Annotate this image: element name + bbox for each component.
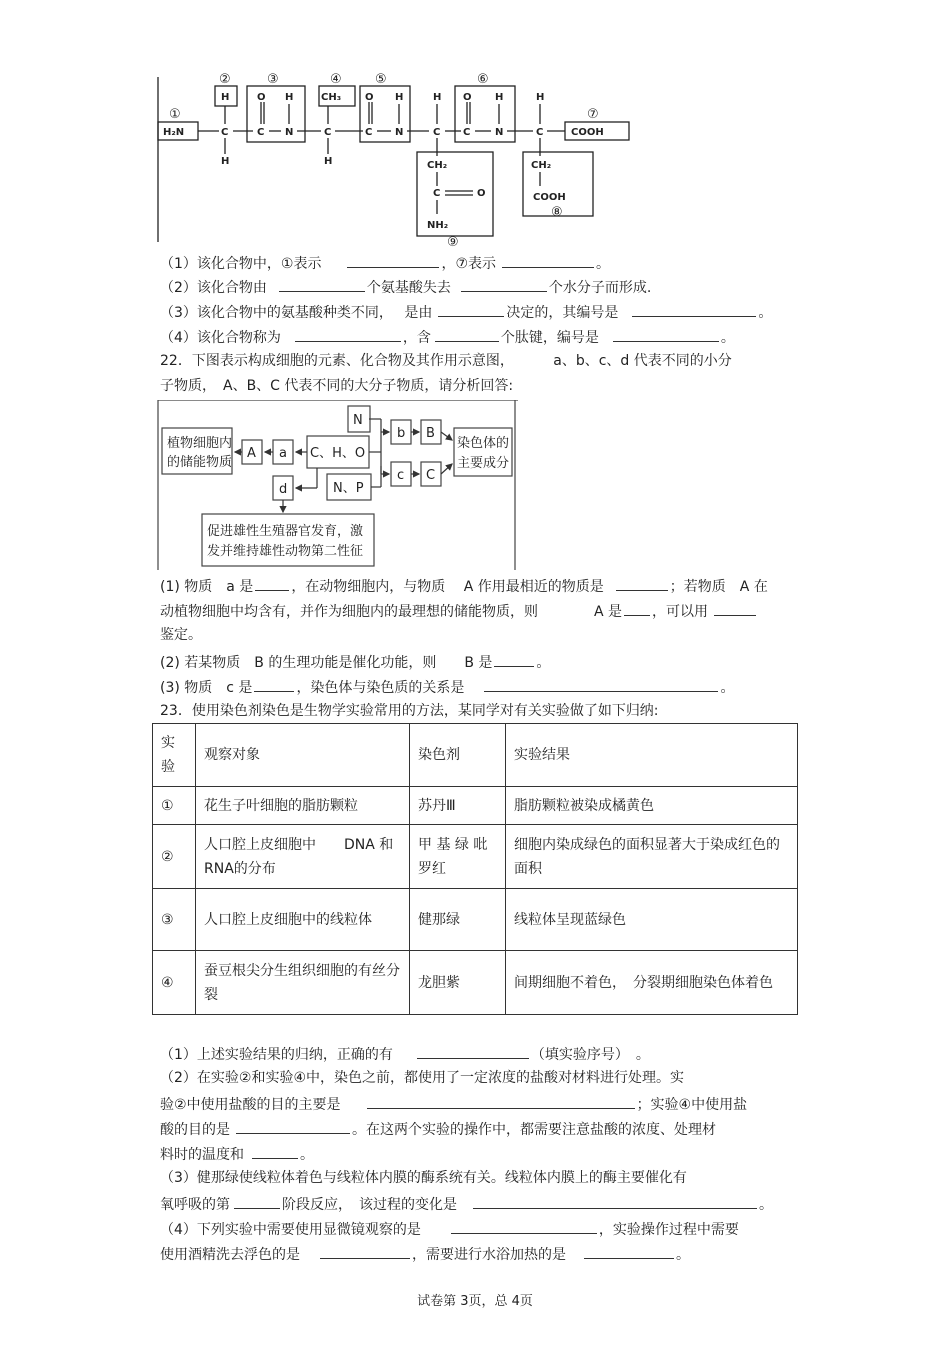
ch2-group: CH₂	[427, 160, 448, 171]
table-cell: 龙胆紫	[410, 951, 506, 1015]
o-atom: O	[365, 92, 374, 103]
hormone-function-label: 促进雄性生殖器官发育，激	[207, 524, 364, 539]
q22-text: ；若物质 A 在	[669, 579, 768, 595]
answer-blank[interactable]	[613, 326, 719, 342]
table-cell: ③	[153, 889, 196, 951]
answer-blank[interactable]	[461, 276, 547, 292]
h-atom: H	[495, 92, 504, 103]
c-atom: C	[433, 127, 441, 138]
q23-part-3-line-1: （3）健那绿使线粒体着色与线粒体内膜的酶系统有关。线粒体内膜上的酶主要催化有	[160, 1170, 687, 1186]
amino-group-label: H₂N	[163, 127, 185, 138]
answer-blank[interactable]	[254, 676, 294, 692]
methyl-group: CH₃	[321, 92, 342, 103]
q23-text: 。	[759, 1197, 773, 1213]
h-atom: H	[285, 92, 294, 103]
q23-text: 。	[676, 1247, 690, 1263]
q22-text: (3) 物质 c 是	[160, 680, 253, 696]
compound-flow-diagram	[157, 400, 519, 570]
c-atom: C	[221, 127, 229, 138]
table-cell: 蚕豆根尖分生组织细胞的有丝分裂	[196, 951, 410, 1015]
q21-line-1	[160, 252, 610, 274]
node-a: a	[279, 446, 287, 461]
q21-line-3	[160, 301, 772, 323]
hormone-function-label: 发并维持雄性动物第二性征	[207, 544, 364, 559]
h-atom: H	[221, 92, 230, 103]
q23-text: （1）上述实验结果的归纳，正确的有	[160, 1047, 393, 1063]
o-atom: O	[257, 92, 266, 103]
answer-blank[interactable]	[632, 301, 756, 317]
h-atom: H	[536, 92, 545, 103]
node-B: B	[426, 426, 435, 441]
node-N: N	[353, 413, 363, 428]
q22-text: 动植物细胞中均含有，并作为细胞内的最理想的储能物质，则 A 是	[160, 604, 623, 620]
carboxyl-group-label: COOH	[533, 192, 566, 203]
q23-text: 使用酒精洗去浮色的是	[160, 1247, 300, 1263]
answer-blank[interactable]	[255, 575, 289, 591]
label-9: ⑨	[447, 235, 459, 247]
q23-text: （4）下列实验中需要使用显微镜观察的是	[160, 1222, 421, 1238]
answer-blank[interactable]	[484, 676, 718, 692]
answer-blank[interactable]	[502, 252, 594, 268]
table-header-cell: 染色剂	[410, 724, 506, 787]
c-atom: C	[536, 127, 544, 138]
answer-blank[interactable]	[438, 301, 504, 317]
q21-text: （1）该化合物中，①表示	[160, 256, 322, 272]
answer-blank[interactable]	[320, 1243, 410, 1259]
q21-line-4	[160, 326, 735, 348]
answer-blank[interactable]	[279, 276, 365, 292]
q22-answer-1-line-1	[160, 575, 768, 597]
table-cell: 人口腔上皮细胞中的线粒体	[196, 889, 410, 951]
q22-answer-1-line-3: 鉴定。	[160, 627, 202, 643]
q21-text: （2）该化合物由	[160, 280, 267, 296]
chromosome-component-label: 主要成分	[457, 456, 510, 471]
q21-text: ，⑦表示	[441, 256, 497, 272]
h-atom: H	[221, 156, 230, 167]
label-1: ①	[169, 107, 181, 122]
answer-blank[interactable]	[494, 651, 534, 667]
h-atom: H	[395, 92, 404, 103]
n-atom: N	[495, 127, 504, 138]
node-c: c	[397, 468, 405, 483]
q23-part-1	[160, 1043, 650, 1065]
q23-text: 酸的目的是	[160, 1122, 230, 1138]
o-atom: O	[477, 188, 486, 199]
answer-blank[interactable]	[347, 252, 439, 268]
node-np: N、P	[333, 481, 364, 496]
answer-blank[interactable]	[584, 1243, 674, 1259]
table-cell: ②	[153, 825, 196, 889]
answer-blank[interactable]	[367, 1093, 635, 1109]
table-cell: 花生子叶细胞的脂肪颗粒	[196, 787, 410, 825]
table-cell: 甲 基 绿 吡 罗红	[410, 825, 506, 889]
c-atom: C	[257, 127, 265, 138]
table-cell: 脂肪颗粒被染成橘黄色	[506, 787, 798, 825]
answer-blank[interactable]	[624, 600, 650, 616]
q21-text: 。	[596, 256, 611, 272]
q23-part-2-line-4	[160, 1143, 314, 1165]
answer-blank[interactable]	[236, 1118, 350, 1134]
q22-answer-2	[160, 651, 550, 673]
answer-blank[interactable]	[295, 326, 401, 342]
q23-text: ，需要进行水浴加热的是	[412, 1247, 566, 1263]
answer-blank[interactable]	[616, 575, 668, 591]
q21-text: 决定的，其编号是	[506, 305, 619, 321]
q21-text: 个水分子而形成.	[548, 280, 652, 296]
q21-text: 个氨基酸失去	[366, 280, 451, 296]
node-d: d	[279, 482, 288, 497]
h-atom: H	[433, 92, 442, 103]
table-row	[153, 889, 798, 951]
q22-text: ，可以用	[652, 604, 709, 620]
peptide-structure-figure	[155, 72, 635, 247]
answer-blank[interactable]	[417, 1043, 529, 1059]
q23-text: （填实验序号） 。	[530, 1047, 650, 1063]
c-atom: C	[463, 127, 471, 138]
table-cell: 细胞内染成绿色的面积显著大于染成红色的面积	[506, 825, 798, 889]
table-cell: 苏丹Ⅲ	[410, 787, 506, 825]
table-cell: ①	[153, 787, 196, 825]
q21-text: 。	[720, 330, 735, 346]
q22-intro-line-2: 子物质， A、B、C 代表不同的大分子物质，请分析回答:	[160, 378, 514, 394]
table-row	[153, 951, 798, 1015]
q22-text: 。	[536, 655, 551, 671]
table-header-cell: 观察对象	[196, 724, 410, 787]
q22-answer-1-line-2	[160, 600, 758, 622]
table-cell: 人口腔上皮细胞中 DNA 和 RNA的分布	[196, 825, 410, 889]
q23-text: 。在这两个实验的操作中，都需要注意盐酸的浓度、处理材	[352, 1122, 716, 1138]
table-header-cell: 实验	[153, 724, 196, 787]
node-A: A	[247, 446, 256, 461]
experiment-table	[152, 723, 798, 1015]
q21-text: 。	[758, 305, 773, 321]
label-2: ②	[219, 72, 231, 87]
q23-part-4-line-2	[160, 1243, 690, 1265]
table-row	[153, 787, 798, 825]
page-footer: 试卷第 3页，总 4页	[417, 1294, 533, 1309]
label-7: ⑦	[587, 107, 599, 122]
q23-intro: 23．使用染色剂染色是生物学实验常用的方法，某同学对有关实验做了如下归纳:	[160, 703, 659, 719]
label-8: ⑧	[551, 205, 563, 220]
q23-text: 氧呼吸的第	[160, 1197, 230, 1213]
amide-nh2-group: NH₂	[427, 220, 449, 231]
label-5: ⑤	[375, 72, 387, 87]
h-atom: H	[324, 156, 333, 167]
table-header-cell: 实验结果	[506, 724, 798, 787]
c-atom: C	[324, 127, 332, 138]
o-atom: O	[463, 92, 472, 103]
q22-text: ，染色体与染色质的关系是	[296, 680, 465, 696]
q23-part-2-line-2	[160, 1093, 747, 1115]
q23-text: ，实验操作过程中需要	[598, 1222, 739, 1238]
node-C: C	[426, 468, 436, 483]
q23-text: 料时的温度和	[160, 1147, 244, 1163]
q22-text: (2) 若某物质 B 的生理功能是催化功能，则 B 是	[160, 655, 493, 671]
q23-part-2-line-1: （2）在实验②和实验④中，染色之前，都使用了一定浓度的盐酸对材料进行处理。实	[160, 1070, 685, 1086]
chromosome-component-label: 染色体的	[457, 436, 510, 451]
c-atom: C	[365, 127, 373, 138]
q23-part-3-line-2	[160, 1193, 773, 1215]
q22-text: ，在动物细胞内，与物质 A 作用最相近的物质是	[291, 579, 604, 595]
table-cell: 健那绿	[410, 889, 506, 951]
q23-part-2-line-3	[160, 1118, 716, 1140]
table-header-row	[153, 724, 798, 787]
q22-text: (1) 物质 a 是	[160, 579, 254, 595]
c-atom: C	[433, 188, 441, 199]
q21-text: 个肽键，编号是	[500, 330, 599, 346]
node-chon: C、H、O	[310, 446, 366, 461]
q22-answer-3	[160, 676, 734, 698]
answer-blank[interactable]	[252, 1143, 298, 1159]
q21-text: （4）该化合物称为	[160, 330, 281, 346]
q22-intro-line-1: 22．下图表示构成细胞的元素、化合物及其作用示意图， a、b、c、d 代表不同的小分	[160, 353, 732, 369]
q23-text: 验②中使用盐酸的目的主要是	[160, 1097, 341, 1113]
node-b: b	[397, 426, 406, 441]
q21-text: ，含	[402, 330, 431, 346]
carboxyl-group-label: COOH	[571, 127, 604, 138]
answer-blank[interactable]	[435, 326, 499, 342]
q23-text: 阶段反应， 该过程的变化是	[282, 1197, 457, 1213]
label-4: ④	[330, 72, 342, 87]
q21-text: （3）该化合物中的氨基酸种类不同， 是由	[160, 305, 433, 321]
q23-text: 。	[300, 1147, 314, 1163]
table-row	[153, 825, 798, 889]
label-6: ⑥	[477, 72, 489, 87]
q23-text: ；实验④中使用盐	[636, 1097, 748, 1113]
table-cell: ④	[153, 951, 196, 1015]
label-3: ③	[267, 72, 279, 87]
q21-line-2	[160, 276, 651, 298]
ch2-group: CH₂	[531, 160, 552, 171]
q23-part-4-line-1	[160, 1218, 739, 1240]
answer-blank[interactable]	[714, 600, 756, 616]
q22-text: 。	[720, 680, 735, 696]
table-cell: 线粒体呈现蓝绿色	[506, 889, 798, 951]
n-atom: N	[395, 127, 404, 138]
n-atom: N	[285, 127, 294, 138]
storage-substance-label: 植物细胞内	[167, 436, 233, 451]
answer-blank[interactable]	[473, 1193, 757, 1209]
answer-blank[interactable]	[234, 1193, 280, 1209]
table-cell: 间期细胞不着色， 分裂期细胞染色体着色	[506, 951, 798, 1015]
answer-blank[interactable]	[451, 1218, 597, 1234]
storage-substance-label: 的储能物质	[167, 455, 233, 470]
